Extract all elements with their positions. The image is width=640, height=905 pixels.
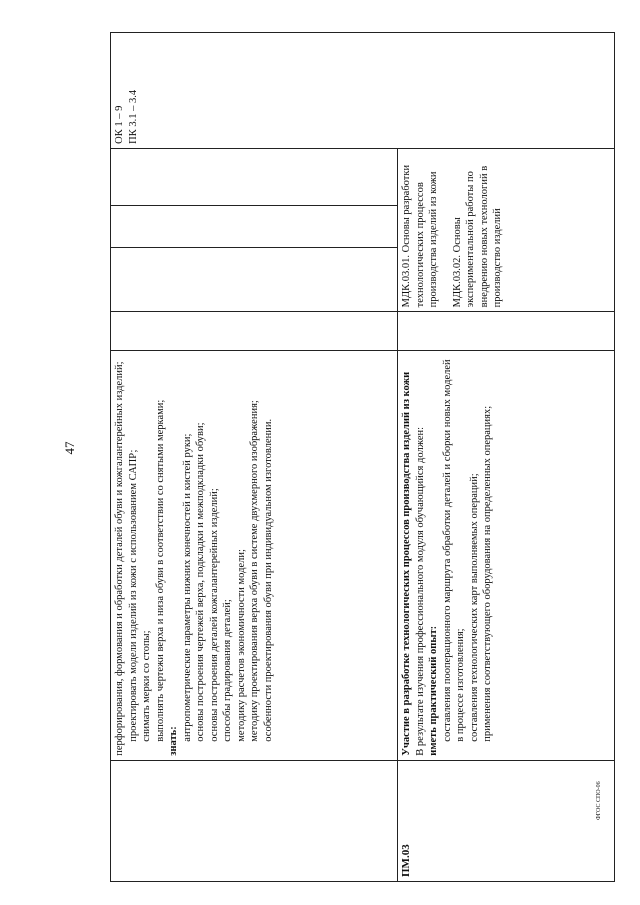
table-row-continuation <box>111 33 398 882</box>
mdk-item: МДК.03.02. Основы экспериментальной работы по внедрению новых технологий в производство изделий <box>451 165 503 308</box>
competencies-text: ОК 1 – 9 ПК 3.1 – 3.4 <box>114 89 139 144</box>
practical-item: составления пооперационного маршрута обработки деталей и сборки новых моделей в процессе изготовления; <box>441 359 466 742</box>
znat-item: основы построения деталей кожгалантерейных изделий; <box>208 488 220 742</box>
table-row-pm03 <box>398 33 615 882</box>
hours-cell <box>111 206 398 248</box>
module-intro: В результате изучения профессионального модуля обучающийся должен: <box>414 426 426 756</box>
practical-item: применения соответствующего оборудования на определенных операциях; <box>482 405 493 742</box>
znat-item: методику расчетов экономичности модели; <box>235 549 247 742</box>
module-content-cell <box>398 350 615 760</box>
mdk-cell <box>398 148 615 312</box>
znat-item: способы градирования деталей; <box>222 599 233 742</box>
znat-item: антропометрические параметры нижних конечностей и кистей руки; <box>181 433 193 742</box>
knowledge-line: выполнять чертежи верха и низа обуви в соответствии со снятыми мерками; <box>154 399 166 742</box>
hours-cell <box>111 312 398 350</box>
module-code: ПМ.03 <box>398 760 615 881</box>
hours-cell <box>398 312 615 350</box>
znat-label: знать: <box>168 726 179 756</box>
znat-item: основы построения чертежей верха, подкладки и межподкладки обуви; <box>195 422 206 742</box>
knowledge-line: снимать мерки со стопы; <box>141 630 152 742</box>
module-title: Участие в разработке технологических процессов производства изделий из кожи <box>401 371 412 756</box>
page-number: 47 <box>62 441 77 455</box>
hours-cell <box>111 248 398 312</box>
knowledge-cell <box>111 350 398 760</box>
practical-label: иметь практический опыт: <box>428 625 439 756</box>
curriculum-table <box>110 32 615 882</box>
rotated-table-page <box>110 32 614 882</box>
mdk-cell <box>111 148 398 205</box>
competencies-cell <box>111 33 615 149</box>
page-footer: ФГОС СПО-06 <box>596 781 602 820</box>
znat-item: методику проектирования верха обуви в системе двухмерного изображения; <box>249 400 260 742</box>
mdk-item: МДК.03.01. Основы разработки технологических процессов производства изделий из кожи <box>401 164 439 308</box>
practical-item: составления технологических карт выполняемых операций; <box>468 473 480 742</box>
knowledge-line: проектировать модели изделий из кожи с использованием САПР; <box>127 449 139 742</box>
module-code-cell <box>111 760 398 881</box>
znat-item: особенности проектирования обуви при индивидуальном изготовлении. <box>262 418 274 742</box>
knowledge-line: перфорирования, формования и обработки деталей обуви и кожгалантерейных изделий; <box>114 361 125 756</box>
